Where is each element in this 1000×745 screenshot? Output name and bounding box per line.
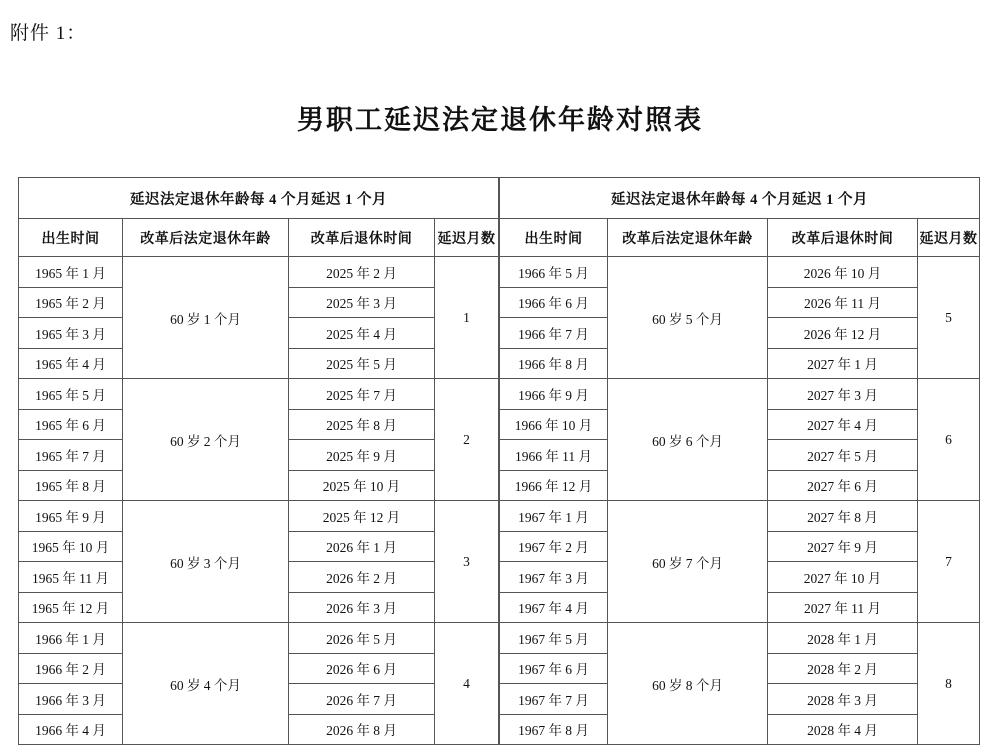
cell-birth-time: 1967 年 7 月 — [500, 684, 608, 715]
cell-retirement-time: 2028 年 4 月 — [768, 714, 918, 745]
column-header-birth: 出生时间 — [19, 219, 123, 257]
cell-birth-time: 1965 年 7 月 — [19, 440, 123, 471]
cell-retirement-time: 2028 年 3 月 — [768, 684, 918, 715]
cell-retirement-time: 2026 年 1 月 — [289, 531, 435, 562]
cell-retirement-time: 2027 年 5 月 — [768, 440, 918, 471]
column-header-time: 改革后退休时间 — [289, 219, 435, 257]
cell-birth-time: 1965 年 1 月 — [19, 257, 123, 288]
cell-retirement-time: 2026 年 7 月 — [289, 684, 435, 715]
attachment-label: 附件 1： — [10, 23, 87, 44]
cell-birth-time: 1966 年 1 月 — [19, 623, 123, 654]
cell-retirement-time: 2026 年 8 月 — [289, 714, 435, 745]
cell-retirement-time: 2025 年 4 月 — [289, 318, 435, 349]
cell-birth-time: 1967 年 5 月 — [500, 623, 608, 654]
cell-retirement-time: 2028 年 2 月 — [768, 653, 918, 684]
cell-retirement-time: 2027 年 6 月 — [768, 470, 918, 501]
group-header-right: 延迟法定退休年龄每 4 个月延迟 1 个月 — [500, 178, 980, 219]
cell-retirement-time: 2027 年 11 月 — [768, 592, 918, 623]
cell-retirement-time: 2026 年 11 月 — [768, 287, 918, 318]
cell-retirement-time: 2025 年 10 月 — [289, 470, 435, 501]
cell-retirement-time: 2025 年 5 月 — [289, 348, 435, 379]
cell-birth-time: 1967 年 2 月 — [500, 531, 608, 562]
cell-delay-months: 8 — [918, 623, 980, 745]
cell-retirement-time: 2026 年 10 月 — [768, 257, 918, 288]
cell-delay-months: 7 — [918, 501, 980, 623]
cell-birth-time: 1965 年 8 月 — [19, 470, 123, 501]
column-header-age: 改革后法定退休年龄 — [123, 219, 289, 257]
cell-birth-time: 1966 年 11 月 — [500, 440, 608, 471]
group-header-left: 延迟法定退休年龄每 4 个月延迟 1 个月 — [19, 178, 499, 219]
column-header-age: 改革后法定退休年龄 — [608, 219, 768, 257]
cell-retirement-time: 2025 年 12 月 — [289, 501, 435, 532]
table-group-header-row — [19, 178, 499, 219]
cell-birth-time: 1966 年 9 月 — [500, 379, 608, 410]
table-row — [19, 623, 499, 654]
cell-delay-months: 6 — [918, 379, 980, 501]
cell-retirement-age: 60 岁 2 个月 — [123, 379, 289, 501]
tables-container — [18, 177, 980, 745]
cell-retirement-age: 60 岁 5 个月 — [608, 257, 768, 379]
cell-retirement-time: 2025 年 8 月 — [289, 409, 435, 440]
table-head-right — [500, 178, 980, 257]
cell-birth-time: 1966 年 2 月 — [19, 653, 123, 684]
cell-birth-time: 1967 年 8 月 — [500, 714, 608, 745]
cell-retirement-time: 2027 年 8 月 — [768, 501, 918, 532]
cell-birth-time: 1966 年 5 月 — [500, 257, 608, 288]
cell-birth-time: 1966 年 12 月 — [500, 470, 608, 501]
column-header-birth: 出生时间 — [500, 219, 608, 257]
cell-birth-time: 1965 年 6 月 — [19, 409, 123, 440]
cell-retirement-time: 2025 年 9 月 — [289, 440, 435, 471]
cell-birth-time: 1965 年 10 月 — [19, 531, 123, 562]
cell-retirement-time: 2028 年 1 月 — [768, 623, 918, 654]
cell-retirement-time: 2025 年 2 月 — [289, 257, 435, 288]
cell-delay-months: 4 — [435, 623, 499, 745]
column-header-delay: 延迟月数 — [918, 219, 980, 257]
cell-delay-months: 1 — [435, 257, 499, 379]
cell-retirement-age: 60 岁 1 个月 — [123, 257, 289, 379]
retirement-table-left — [18, 177, 499, 745]
cell-delay-months: 3 — [435, 501, 499, 623]
cell-birth-time: 1966 年 3 月 — [19, 684, 123, 715]
cell-retirement-time: 2027 年 4 月 — [768, 409, 918, 440]
cell-birth-time: 1965 年 5 月 — [19, 379, 123, 410]
cell-birth-time: 1965 年 11 月 — [19, 562, 123, 593]
table-row — [500, 379, 980, 410]
column-header-time: 改革后退休时间 — [768, 219, 918, 257]
cell-retirement-time: 2026 年 3 月 — [289, 592, 435, 623]
cell-birth-time: 1966 年 6 月 — [500, 287, 608, 318]
cell-birth-time: 1967 年 4 月 — [500, 592, 608, 623]
cell-retirement-age: 60 岁 7 个月 — [608, 501, 768, 623]
table-body-left — [19, 257, 499, 745]
cell-birth-time: 1967 年 3 月 — [500, 562, 608, 593]
cell-delay-months: 2 — [435, 379, 499, 501]
cell-delay-months: 5 — [918, 257, 980, 379]
cell-birth-time: 1967 年 1 月 — [500, 501, 608, 532]
cell-retirement-age: 60 岁 3 个月 — [123, 501, 289, 623]
cell-retirement-time: 2027 年 9 月 — [768, 531, 918, 562]
cell-retirement-time: 2027 年 10 月 — [768, 562, 918, 593]
cell-retirement-time: 2026 年 12 月 — [768, 318, 918, 349]
cell-retirement-time: 2026 年 2 月 — [289, 562, 435, 593]
table-body-right — [500, 257, 980, 745]
cell-birth-time: 1967 年 6 月 — [500, 653, 608, 684]
cell-birth-time: 1966 年 4 月 — [19, 714, 123, 745]
table-row — [500, 623, 980, 654]
cell-birth-time: 1966 年 7 月 — [500, 318, 608, 349]
page-title: 男职工延迟法定退休年龄对照表 — [297, 105, 703, 135]
cell-retirement-age: 60 岁 8 个月 — [608, 623, 768, 745]
cell-retirement-time: 2027 年 3 月 — [768, 379, 918, 410]
retirement-table-right — [499, 177, 980, 745]
table-head-left — [19, 178, 499, 257]
table-row — [19, 379, 499, 410]
cell-retirement-time: 2027 年 1 月 — [768, 348, 918, 379]
cell-retirement-time: 2026 年 5 月 — [289, 623, 435, 654]
cell-birth-time: 1965 年 4 月 — [19, 348, 123, 379]
table-row — [19, 257, 499, 288]
cell-birth-time: 1965 年 3 月 — [19, 318, 123, 349]
table-row — [500, 501, 980, 532]
cell-retirement-age: 60 岁 4 个月 — [123, 623, 289, 745]
table-column-header-row — [19, 219, 499, 257]
cell-birth-time: 1966 年 10 月 — [500, 409, 608, 440]
cell-birth-time: 1965 年 12 月 — [19, 592, 123, 623]
cell-retirement-time: 2026 年 6 月 — [289, 653, 435, 684]
table-group-header-row — [500, 178, 980, 219]
cell-retirement-time: 2025 年 3 月 — [289, 287, 435, 318]
cell-birth-time: 1965 年 9 月 — [19, 501, 123, 532]
cell-retirement-time: 2025 年 7 月 — [289, 379, 435, 410]
column-header-delay: 延迟月数 — [435, 219, 499, 257]
cell-birth-time: 1965 年 2 月 — [19, 287, 123, 318]
table-column-header-row — [500, 219, 980, 257]
table-row — [19, 501, 499, 532]
table-row — [500, 257, 980, 288]
cell-birth-time: 1966 年 8 月 — [500, 348, 608, 379]
cell-retirement-age: 60 岁 6 个月 — [608, 379, 768, 501]
